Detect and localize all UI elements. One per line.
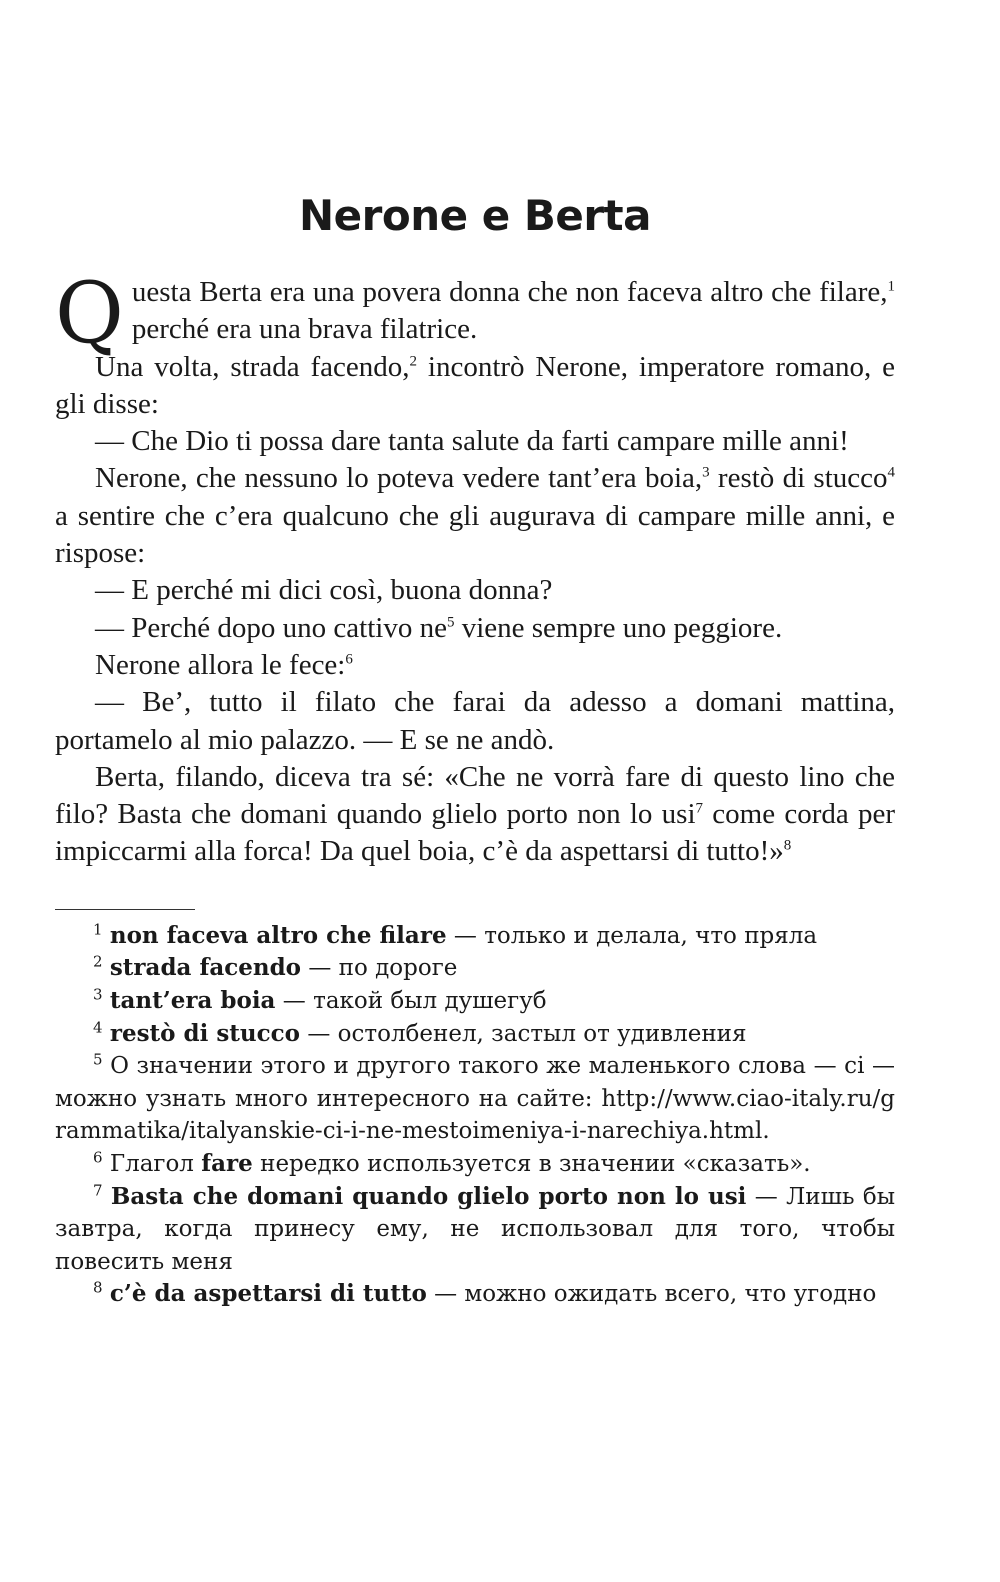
story-paragraph: — E perché mi dici così, buona donna? xyxy=(95,574,553,607)
footnote-item: $^7$ Basta che domani quando glielo porto non lo usi — Лишь бы завтра, когда принесу ему, не использовал для того, чтобы повесить меня xyxy=(55,1180,895,1275)
footnote-item: $^4$ restò di stucco — остолбенел, застыл от удивления xyxy=(93,1017,747,1047)
footnote-divider xyxy=(55,909,195,910)
story-text xyxy=(55,264,895,871)
footnote-ref: 5 xyxy=(446,614,455,631)
footnote-item: $^2$ strada facendo — по дороге xyxy=(93,952,458,982)
story-paragraph: Berta, filando, diceva tra sé: «Che ne vorrà fare di questo lino che filo? Basta che domani quando glielo porto non lo usi$^7$ come corda per impiccarmi alla forca! Da quel boia, c’è da aspettarsi di tutto!»$^8$ xyxy=(55,760,895,868)
page xyxy=(55,180,895,1311)
footnote-ref: 2 xyxy=(409,352,417,369)
page-title: Nerone e Berta xyxy=(299,191,651,240)
footnote-ref: 7 xyxy=(695,800,704,817)
story-paragraph: Una volta, strada facendo,$^2$ incontrò Nerone, imperatore romano, e gli disse: xyxy=(55,350,895,420)
story-paragraph: — Che Dio ti possa dare tanta salute da farti campare mille anni! xyxy=(95,425,849,458)
footnote-ref: 1 xyxy=(887,278,895,295)
footnote-ref: 8 xyxy=(783,837,792,854)
footnote-item: $^1$ non faceva altro che filare — только и делала, что пряла xyxy=(93,920,818,949)
story-paragraph: Questa Berta era una povera donna che non faceva altro che filare,$^1$ perché era una brava filatrice. xyxy=(55,264,895,362)
story-paragraph: Nerone allora le fece:$^6$ xyxy=(95,648,353,681)
footnotes xyxy=(55,920,895,1311)
story-paragraph: — Perché dopo uno cattivo $ne^5$ viene sempre uno peggiore. xyxy=(95,611,783,644)
footnote-ref: 3 xyxy=(702,464,710,481)
footnote-item: $^5$ О значении этого и другого такого же маленького слова — ci — можно узнать много интересного на сайте: http://www.ciao-italy.ru/grammatika/italyanskie-ci-i-ne-mestoimeniya-i-narechiya.html. xyxy=(55,1050,895,1145)
footnote-item: $^3$ tant’era boia — такой был душегуб xyxy=(93,985,547,1014)
footnote-item: $^6$ Глагол fare нередко используется в значении «сказать». xyxy=(93,1148,811,1177)
story-paragraph: — Be’, tutto il filato che farai da adesso a domani mattina, portamelo al mio palazzo. — E se ne andò. xyxy=(55,686,895,756)
footnote-ref: 6 xyxy=(345,651,353,668)
footnote-ref: 4 xyxy=(887,464,895,481)
footnote-item: $^8$ c’è da aspettarsi di tutto — можно ожидать всего, что угодно xyxy=(93,1278,877,1308)
drop-cap: Q xyxy=(55,264,124,362)
story-paragraph: Nerone, che nessuno lo poteva vedere tant’era boia,$^3$ restò di stucco$^4$ a sentire che c’era qualcuno che gli augurava di campare mille anni, e rispose: xyxy=(55,462,895,570)
